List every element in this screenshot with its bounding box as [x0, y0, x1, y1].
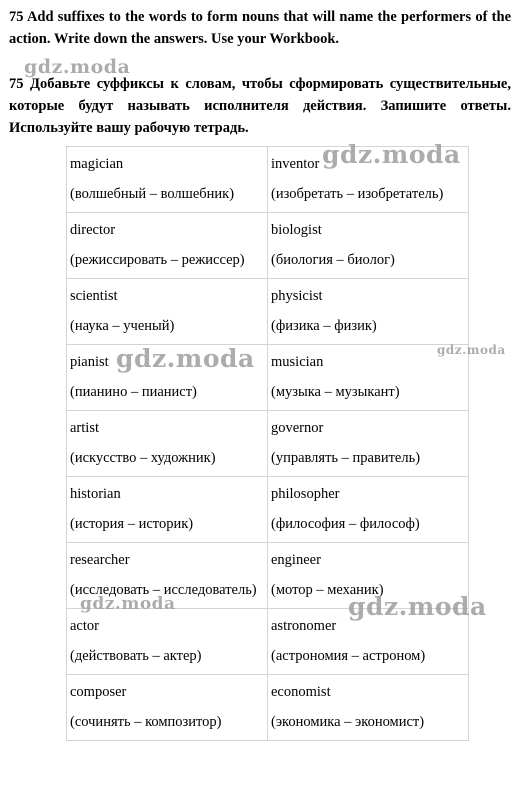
- russian-hint: (действовать – актер): [70, 648, 202, 664]
- table-row: [67, 213, 469, 279]
- english-word: musician: [271, 354, 324, 370]
- watermark: gdz.moda: [116, 344, 255, 373]
- table-cell: [67, 477, 268, 543]
- russian-hint: (философия – философ): [271, 516, 420, 532]
- task-russian-text: 75 Добавьте суффиксы к словам, чтобы сформировать существительные, которые будут называть исполнителя действия. Запишите ответы. Используйте вашу рабочую тетрадь.: [9, 76, 511, 136]
- table-row: [67, 279, 469, 345]
- table-row: [67, 411, 469, 477]
- table-cell: [268, 279, 469, 345]
- russian-hint: (музыка – музыкант): [271, 384, 400, 400]
- watermark: gdz.moda: [80, 594, 176, 614]
- russian-hint: (наука – ученый): [70, 318, 175, 334]
- task-russian: [9, 73, 511, 139]
- english-word: astronomer: [271, 618, 337, 634]
- russian-hint: (биология – биолог): [271, 252, 395, 268]
- russian-hint: (физика – физик): [271, 318, 377, 334]
- russian-hint: (сочинять – композитор): [70, 714, 222, 730]
- english-word: pianist: [70, 354, 109, 370]
- task-english-text: 75 Add suffixes to the words to form nouns that will name the performers of the action. Write down the answers. Use your Workbook.: [9, 9, 511, 47]
- english-word: engineer: [271, 552, 321, 568]
- english-word: inventor: [271, 156, 320, 172]
- russian-hint: (пианино – пианист): [70, 384, 197, 400]
- russian-hint: (искусство – художник): [70, 450, 216, 466]
- table-cell: [67, 147, 268, 213]
- english-word: philosopher: [271, 486, 340, 502]
- russian-hint: (история – историк): [70, 516, 194, 532]
- watermark: gdz.moda: [322, 140, 461, 169]
- watermark: gdz.moda: [437, 343, 506, 357]
- english-word: composer: [70, 684, 127, 700]
- english-word: economist: [271, 684, 331, 700]
- english-word: historian: [70, 486, 121, 502]
- table-row: [67, 477, 469, 543]
- english-word: artist: [70, 420, 99, 436]
- english-word: biologist: [271, 222, 322, 238]
- russian-hint: (астрономия – астроном): [271, 648, 426, 664]
- table-cell: [268, 675, 469, 741]
- watermark: gdz.moda: [348, 592, 487, 621]
- russian-hint: (мотор – механик): [271, 582, 384, 598]
- table-row: [67, 675, 469, 741]
- english-word: director: [70, 222, 116, 238]
- table-cell: [67, 279, 268, 345]
- words-table: [66, 146, 469, 741]
- table-cell: [67, 411, 268, 477]
- russian-hint: (режиссировать – режиссер): [70, 252, 245, 268]
- russian-hint: (исследовать – исследователь): [70, 582, 257, 598]
- table-cell: [268, 477, 469, 543]
- russian-hint: (управлять – правитель): [271, 450, 421, 466]
- russian-hint: (изобретать – изобретатель): [271, 186, 444, 202]
- english-word: magician: [70, 156, 124, 172]
- watermark: gdz.moda: [24, 56, 131, 78]
- english-word: scientist: [70, 288, 118, 304]
- english-word: researcher: [70, 552, 130, 568]
- table-cell: [67, 609, 268, 675]
- russian-hint: (экономика – экономист): [271, 714, 425, 730]
- english-word: actor: [70, 618, 99, 634]
- words-table-body: [67, 147, 469, 741]
- english-word: physicist: [271, 288, 323, 304]
- table-cell: [67, 675, 268, 741]
- table-cell: [268, 411, 469, 477]
- russian-hint: (волшебный – волшебник): [70, 186, 235, 202]
- task-english: [9, 6, 511, 50]
- english-word: governor: [271, 420, 324, 436]
- table-cell: [268, 213, 469, 279]
- table-cell: [67, 213, 268, 279]
